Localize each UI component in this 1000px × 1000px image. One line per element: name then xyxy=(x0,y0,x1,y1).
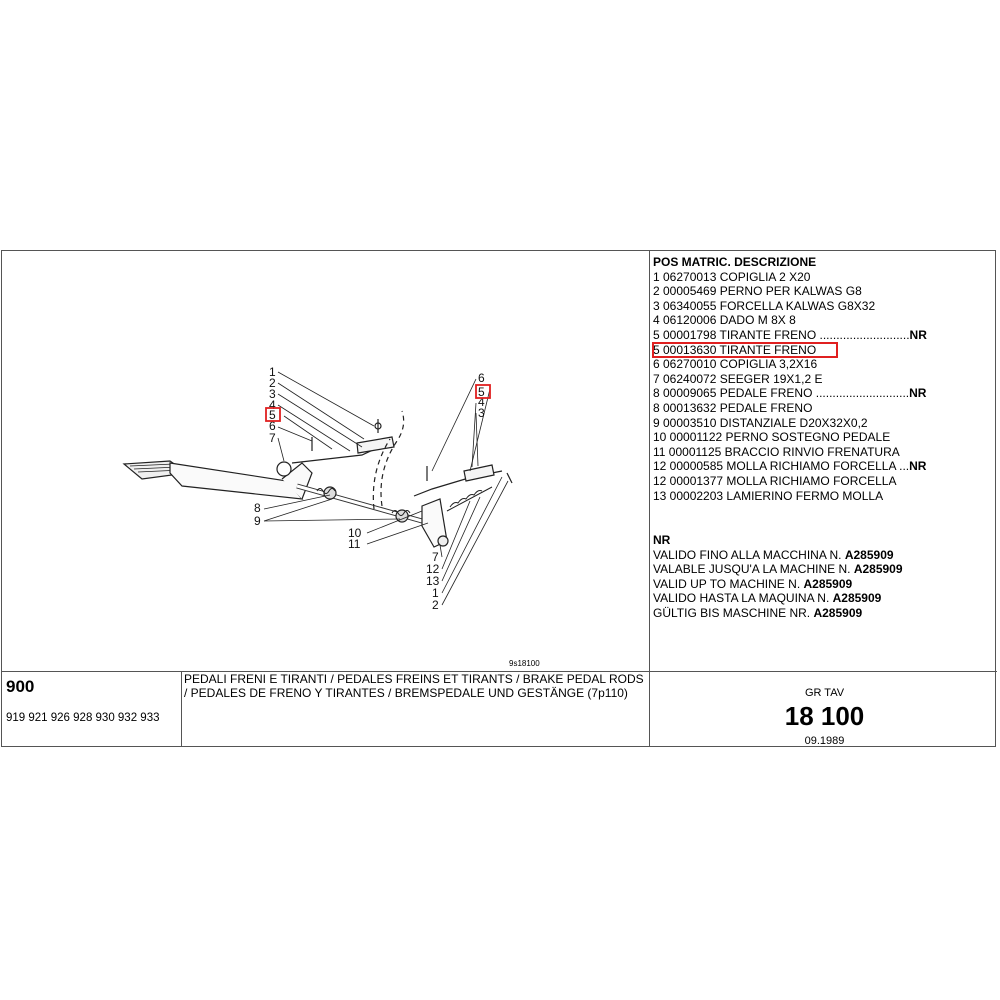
nr-note-text: VALID UP TO MACHINE N. xyxy=(653,576,804,591)
label-right-3: 3 xyxy=(478,406,485,420)
machine-number: A285909 xyxy=(803,576,853,591)
label-11: 11 xyxy=(348,537,361,551)
machine-number: A285909 xyxy=(813,605,863,620)
issue-date: 09.1989 xyxy=(804,735,845,747)
parts-row xyxy=(652,313,992,328)
nr-note-text: VALIDO HASTA LA MAQUINA N. xyxy=(653,591,833,606)
parts-row-text: 11 00001125 BRACCIO RINVIO FRENATURA xyxy=(653,444,900,459)
parts-row-text: 2 00005469 PERNO PER KALWAS G8 xyxy=(653,284,862,299)
label-12: 12 xyxy=(426,562,440,576)
label-left-7: 7 xyxy=(269,431,276,445)
parts-row-text: 9 00003510 DISTANZIALE D20X32X0,2 xyxy=(653,415,868,430)
parts-row xyxy=(652,489,992,504)
parts-row xyxy=(652,328,992,343)
nr-note-text: VALABLE JUSQU'A LA MACHINE N. xyxy=(653,562,854,577)
model-number: 900 xyxy=(6,677,35,696)
footer-divider-left xyxy=(181,671,182,747)
parts-row xyxy=(652,343,992,358)
parts-row xyxy=(652,430,992,445)
parts-row-text: 6 06270010 COPIGLIA 3,2X16 xyxy=(653,357,818,372)
label-right-5: 5 xyxy=(478,385,485,399)
parts-row-text: 12 00001377 MOLLA RICHIAMO FORCELLA xyxy=(653,473,897,488)
label-9: 9 xyxy=(254,514,261,528)
label-b1: 1 xyxy=(432,586,439,600)
nr-flag: NR xyxy=(909,459,927,474)
label-8: 8 xyxy=(254,501,261,515)
nr-flag: NR xyxy=(909,386,927,401)
parts-row-text: 10 00001122 PERNO SOSTEGNO PEDALE xyxy=(653,430,891,445)
label-left-1: 1 xyxy=(269,365,276,379)
nr-note-line xyxy=(652,548,992,563)
machine-number: A285909 xyxy=(832,591,882,606)
parts-header: POS MATRIC. DESCRIZIONE xyxy=(653,255,817,269)
parts-row xyxy=(652,459,992,474)
nr-note-text: VALIDO FINO ALLA MACCHINA N. xyxy=(653,547,845,562)
label-left-4: 4 xyxy=(269,398,276,412)
diagram-code: 9s18100 xyxy=(509,659,540,668)
parts-row xyxy=(652,299,992,314)
parts-row-text: 7 06240072 SEEGER 19X1,2 E xyxy=(653,371,823,386)
model-variants: 919 921 926 928 930 932 933 xyxy=(6,712,160,724)
nr-note-line xyxy=(652,591,992,606)
parts-row xyxy=(652,386,992,401)
nr-flag: NR xyxy=(909,327,927,342)
parts-row xyxy=(652,416,992,431)
label-13: 13 xyxy=(426,574,440,588)
nr-notes xyxy=(652,533,992,621)
parts-row-text: 3 06340055 FORCELLA KALWAS G8X32 xyxy=(653,298,876,313)
label-10: 10 xyxy=(348,526,362,540)
seeger-ring xyxy=(277,462,291,476)
label-b7: 7 xyxy=(432,550,439,564)
parts-row xyxy=(652,284,992,299)
nr-title: NR xyxy=(653,533,671,547)
label-left-6: 6 xyxy=(269,419,276,433)
parts-row-text: 13 00002203 LAMIERINO FERMO MOLLA xyxy=(653,488,884,503)
machine-number: A285909 xyxy=(844,547,894,562)
parts-row-text: 8 00009065 PEDALE FRENO ............................ xyxy=(653,386,910,401)
label-left-5: 5 xyxy=(269,408,276,422)
nr-note-text: GÜLTIG BIS MASCHINE NR. xyxy=(653,605,814,620)
parts-row xyxy=(652,270,992,285)
parts-row xyxy=(652,474,992,489)
page-title: PEDALI FRENI E TIRANTI / PEDALES FREINS ET TIRANTS / BRAKE PEDAL RODS / PEDALES DE FRENO Y TIRANTES / BREMSPEDALE UND GESTÄNGE (7p110) xyxy=(184,672,644,700)
nr-note-line xyxy=(652,577,992,592)
gr-tav-number: 18 100 xyxy=(784,701,865,731)
parts-list xyxy=(652,255,992,503)
parts-row xyxy=(652,372,992,387)
parts-row-text: 5 00013630 TIRANTE FRENO xyxy=(653,343,837,358)
label-b2: 2 xyxy=(432,598,439,612)
label-right-6: 6 xyxy=(478,371,485,385)
nr-note-line xyxy=(652,562,992,577)
exploded-diagram xyxy=(2,251,650,671)
parts-row-text: 8 00013632 PEDALE FRENO xyxy=(653,400,813,415)
parts-row xyxy=(652,357,992,372)
parts-row-text: 1 06270013 COPIGLIA 2 X20 xyxy=(653,269,811,284)
machine-number: A285909 xyxy=(853,562,903,577)
parts-row xyxy=(652,401,992,416)
gr-tav-label: GR TAV xyxy=(804,687,845,699)
parts-row xyxy=(652,445,992,460)
label-left-3: 3 xyxy=(269,387,276,401)
parts-sheet xyxy=(1,250,996,747)
parts-row-text: 4 06120006 DADO M 8X 8 xyxy=(653,313,796,328)
label-left-2: 2 xyxy=(269,376,276,390)
parts-row-text: 12 00000585 MOLLA RICHIAMO FORCELLA ... xyxy=(653,459,910,474)
label-right-4: 4 xyxy=(478,395,485,409)
nr-note-line xyxy=(652,606,992,621)
parts-row-text: 5 00001798 TIRANTE FRENO ........................... xyxy=(653,327,910,342)
